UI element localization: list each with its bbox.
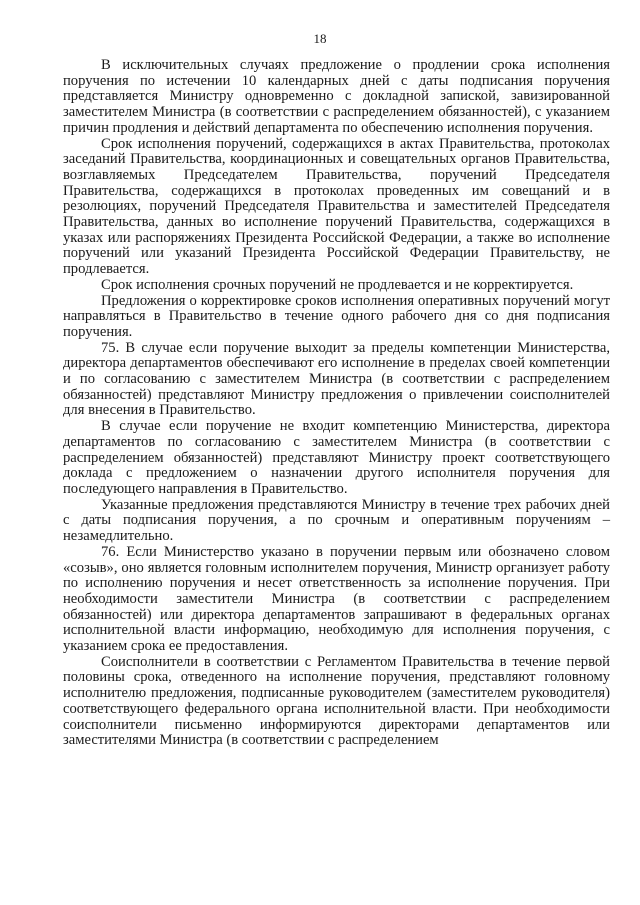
paragraph-clause-76: 76. Если Министерство указано в поручении первым или обозначено словом «созыв», оно является головным исполнителем поручения, Министр организует работу по исполнению поручения и несет ответственность за исполнение поручения. При необходимости заместители Министра (в соответствии с распределением обязанностей) или директора департаментов запрашивают в федеральных органах исполнительной власти информацию, необходимую для исполнения поручения, с указанием срока ее предоставления. <box>63 543 610 655</box>
paragraph-operational-orders: Предложения о корректировке сроков исполнения оперативных поручений могут направляться в Правительство в течение одного рабочего дня со дня подписания поручения. <box>63 292 610 340</box>
document-body <box>63 58 610 749</box>
paragraph-urgent-orders: Срок исполнения срочных поручений не продлевается и не корректируется. <box>101 276 574 293</box>
paragraph-proposal-deadline: Указанные предложения представляются Министру в течение трех рабочих дней с даты подписания поручения, а по срочным и оперативным поручениям – незамедлительно. <box>63 496 610 545</box>
paragraph-outside-competence: В случае если поручение не входит компетенцию Министерства, директора департаментов по согласованию с заместителем Министра (в соответствии с распределением обязанностей) представляют Министру проект соответствующего доклада с предложением о назначении другого исполнителя поручения для последующего направления в Правительство. <box>63 418 610 497</box>
paragraph-non-extendable-deadlines: Срок исполнения поручений, содержащихся в актах Правительства, протоколах заседаний Правительства, координационных и совещательных органов Правительства, возглавляемых Председателем Правительства, поручений Председателя Правительства, содержащихся в протоколах проведенных им совещаний и в резолюциях, поручений Председателя Правительства и заместителей Председателя Правительства, данных во исполнение поручений Правительства, содержащихся в указах или распоряжениях Президента Российской Федерации, а также во исполнение поручений или указаний Президента Российской Федерации Правительству, не продлевается. <box>63 135 610 278</box>
paragraph-extension-request: В исключительных случаях предложение о продлении срока исполнения поручения по истечении 10 календарных дней с даты подписания поручения представляется Министру одновременно с докладной запиской, завизированной заместителем Министра (в соответствии с распределением обязанностей), с указанием причин продления и действий департамента по обеспечению исполнения поручения. <box>63 57 610 136</box>
paragraph-clause-75: 75. В случае если поручение выходит за пределы компетенции Министерства, директора департаментов обеспечивают его исполнение в пределах своей компетенции и по согласованию с заместителем Министра (в соответствии с распределением обязанностей) представляют Министру предложения о привлечении соисполнителей для внесения в Правительство. <box>63 339 610 419</box>
paragraph-co-executors: Соисполнители в соответствии с Регламентом Правительства в течение первой половины срока, отведенного на исполнение поручения, представляют головному исполнителю предложения, подписанные руководителем (заместителем руководителя) соответствующего федерального органа исполнительной власти. При необходимости соисполнители письменно информируются директорами департаментов или заместителями Министра (в соответствии с распределением <box>63 653 610 749</box>
page-number: 18 <box>313 31 327 46</box>
